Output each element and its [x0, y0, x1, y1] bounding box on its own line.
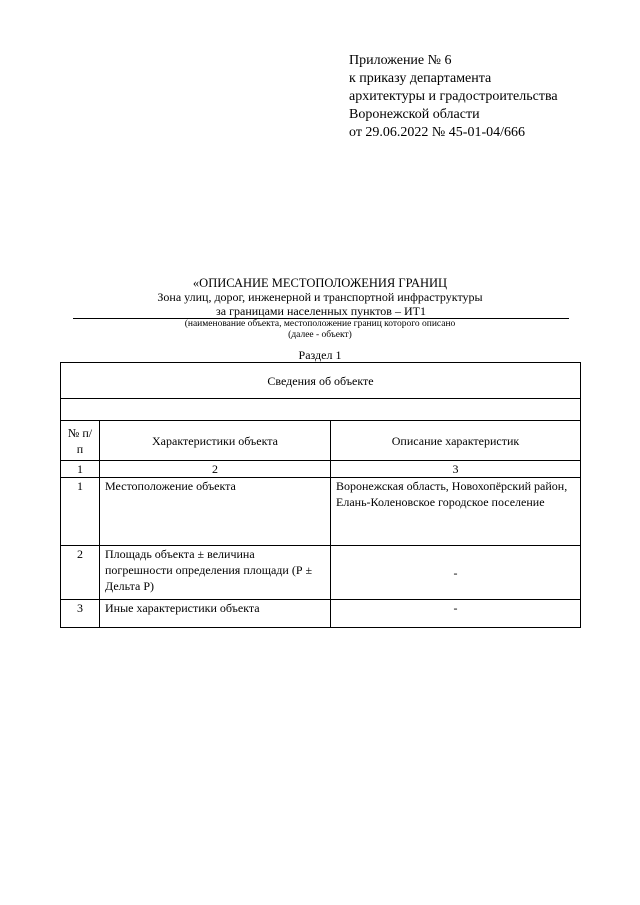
row-characteristic: Местоположение объекта: [100, 478, 331, 546]
appendix-line: от 29.06.2022 № 45-01-04/666: [349, 125, 526, 140]
column-number-row: [61, 461, 581, 478]
object-name-text: за границами населенных пунктов – ИТ1: [216, 304, 426, 318]
table-caption-row: [61, 363, 581, 399]
document-title-block: [60, 276, 580, 341]
row-characteristic: Площадь объекта ± величина погрешности определения площади (Р ± Дельта Р): [100, 546, 331, 600]
column-number: 1: [61, 461, 100, 478]
appendix-line: Приложение № 6: [349, 53, 452, 68]
table-caption: Сведения об объекте: [61, 363, 581, 399]
object-info-table: [60, 362, 581, 628]
row-num: 3: [61, 600, 100, 628]
table-row: [61, 600, 581, 628]
table-spacer-row: [61, 399, 581, 421]
object-name-line-2: [73, 304, 569, 319]
row-num: 2: [61, 546, 100, 600]
section-label: Раздел 1: [298, 348, 342, 362]
row-description: -: [331, 546, 581, 600]
object-name-line-1: Зона улиц, дорог, инженерной и транспортной инфраструктуры: [157, 290, 483, 304]
header-num: № п/п: [61, 421, 100, 461]
table-header-row: [61, 421, 581, 461]
table-row: [61, 546, 581, 600]
appendix-block: [349, 52, 558, 142]
row-characteristic: Иные характеристики объекта: [100, 600, 331, 628]
appendix-line: к приказу департамента: [349, 71, 492, 86]
header-characteristic: Характеристики объекта: [100, 421, 331, 461]
row-description: Воронежская область, Новохопёрский район, Елань-Коленовское городское поселение: [331, 478, 581, 546]
column-number: 3: [331, 461, 581, 478]
table-row: [61, 478, 581, 546]
header-description: Описание характеристик: [331, 421, 581, 461]
object-note-line-2: (далее - объект): [288, 330, 352, 340]
row-num: 1: [61, 478, 100, 546]
document-title: «ОПИСАНИЕ МЕСТОПОЛОЖЕНИЯ ГРАНИЦ: [192, 276, 448, 290]
row-description: -: [331, 600, 581, 628]
appendix-line: архитектуры и градостроительства: [349, 89, 558, 104]
table-spacer-cell: [61, 399, 581, 421]
column-number: 2: [100, 461, 331, 478]
object-note-line-1: (наименование объекта, местоположение границ которого описано: [184, 319, 456, 329]
appendix-line: Воронежской области: [349, 107, 480, 122]
